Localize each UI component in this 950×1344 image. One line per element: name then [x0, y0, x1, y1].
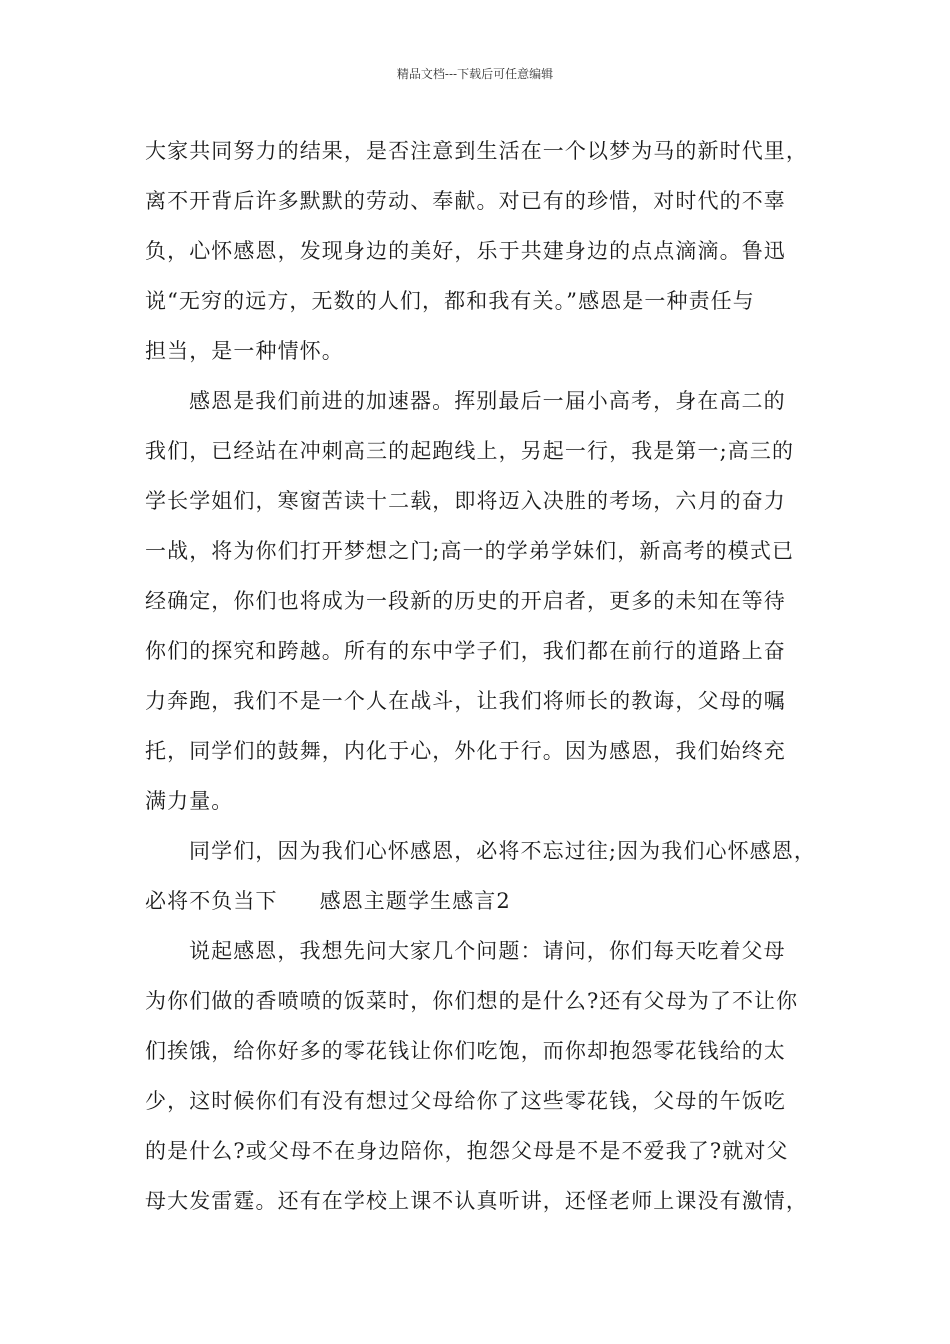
text-line: 一战，将为你们打开梦想之门;高一的学弟学妹们，新高考的模式已 [145, 539, 795, 563]
paragraph-start-line: 同学们，因为我们心怀感恩，必将不忘过往;因为我们心怀感恩， [189, 839, 816, 863]
text-line: 学长学姐们，寒窗苦读十二载，即将迈入决胜的考场，六月的奋力 [145, 489, 786, 513]
text-line: 说“无穷的远方，无数的人们，都和我有关。”感恩是一种责任与 [145, 289, 755, 313]
paragraph-start-line: 感恩是我们前进的加速器。挥别最后一届小高考，身在高二的 [189, 389, 786, 413]
text-line: 经确定，你们也将成为一段新的历史的开启者，更多的未知在等待 [145, 589, 786, 613]
text-line: 为你们做的香喷喷的饭菜时，你们想的是什么?还有父母为了不让你 [145, 989, 799, 1013]
text-line: 担当，是一种情怀。 [145, 339, 344, 363]
text-line: 少，这时候你们有没有想过父母给你了这些零花钱，父母的午饭吃 [145, 1089, 786, 1113]
text-line: 大家共同努力的结果，是否注意到生活在一个以梦为马的新时代里， [145, 139, 808, 163]
text-line: 我们，已经站在冲刺高三的起跑线上，另起一行，我是第一;高三的 [145, 439, 795, 463]
section-title: 感恩主题学生感言2 [319, 889, 511, 913]
text-fragment: 必将不负当下 [145, 889, 278, 913]
text-line: 们挨饿，给你好多的零花钱让你们吃饱，而你却抱怨零花钱给的太 [145, 1039, 786, 1063]
text-line: 你们的探究和跨越。所有的东中学子们，我们都在前行的道路上奋 [145, 639, 786, 663]
text-line: 力奔跑，我们不是一个人在战斗，让我们将师长的教诲，父母的嘱 [145, 689, 786, 713]
text-line: 托，同学们的鼓舞，内化于心，外化于行。因为感恩，我们始终充 [145, 739, 786, 763]
paragraph-start-line: 说起感恩，我想先问大家几个问题：请问，你们每天吃着父母 [189, 939, 786, 963]
text-line: 满力量。 [145, 789, 234, 813]
text-line: 母大发雷霆。还有在学校上课不认真听讲，还怪老师上课没有激情， [145, 1189, 808, 1213]
text-line-with-title [145, 876, 825, 926]
document-body [145, 126, 825, 1226]
page-header: 精品文档---下载后可任意编辑 [396, 67, 554, 81]
text-line: 的是什么?或父母不在身边陪你，抱怨父母是不是不爱我了?就对父 [145, 1139, 789, 1163]
text-line: 负，心怀感恩，发现身边的美好，乐于共建身边的点点滴滴。鲁迅 [145, 239, 786, 263]
text-line: 离不开背后许多默默的劳动、奉献。对已有的珍惜，对时代的不辜 [145, 189, 786, 213]
